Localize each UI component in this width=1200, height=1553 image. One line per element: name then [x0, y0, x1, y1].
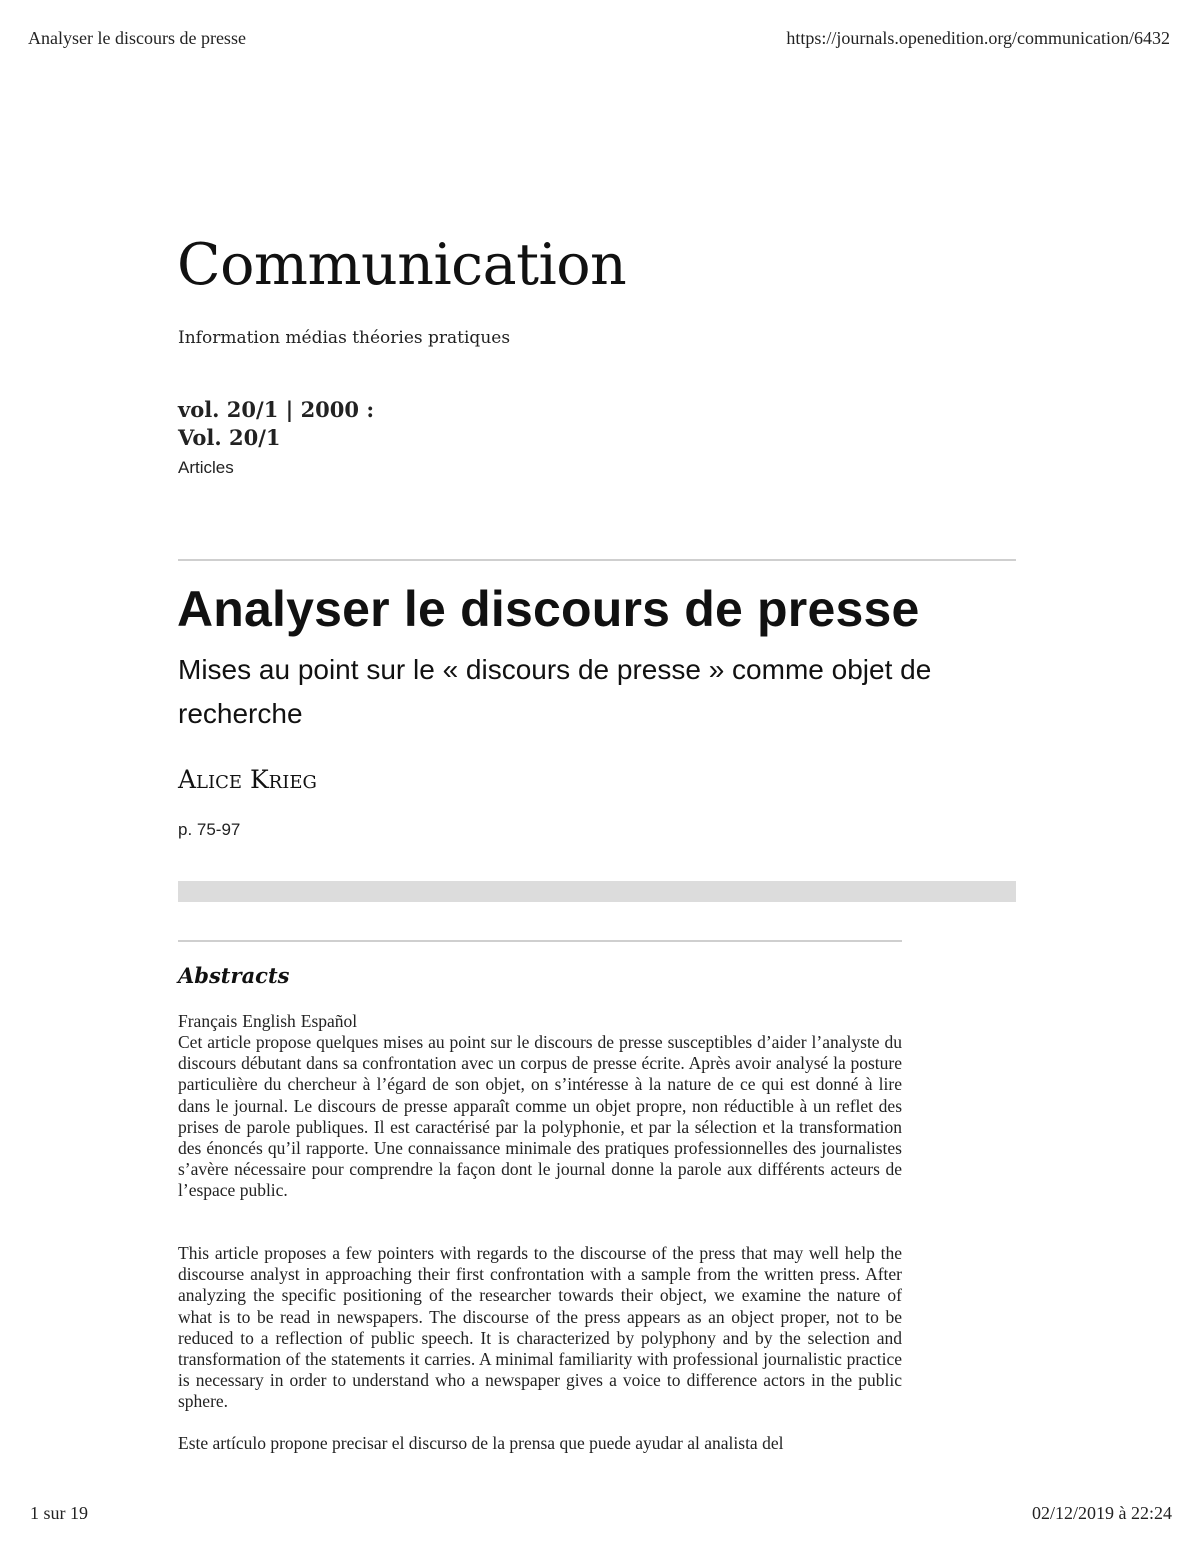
- author-name[interactable]: Alice Krieg: [178, 765, 317, 794]
- separator-bar: [178, 881, 1016, 902]
- volume-name[interactable]: Vol. 20/1: [178, 425, 281, 450]
- abstract-french: Cet article propose quelques mises au point sur le discours de presse susceptibles d’aider l’analyste du discours débutant dans sa confrontation avec un corpus de presse écrite. Après avoir analysé la posture particulière du chercheur à l’égard de son objet, on s’intéresse à la nature de ce qui est donné à lire dans le journal. Le discours de presse apparaît comme un objet propre, non réductible à un reflet des prises de parole publiques. Il est caractérisé par la polyphonie, et par la sélection et la transformation des énoncés qu’il rapporte. Une connaissance minimale des pratiques professionnelles des journalistes s’avère nécessaire pour comprendre la façon dont le journal donne la parole aux différents acteurs de l’espace public.: [178, 1032, 902, 1201]
- section-label: Articles: [178, 458, 234, 477]
- print-footer-timestamp: 02/12/2019 à 22:24: [1032, 1503, 1172, 1523]
- print-header-title: Analyser le discours de presse: [28, 28, 246, 48]
- divider: [178, 559, 1016, 561]
- divider: [178, 940, 902, 942]
- journal-subtitle: Information médias théories pratiques: [178, 328, 511, 348]
- lang-link-english[interactable]: English: [242, 1011, 296, 1031]
- print-header-url: https://journals.openedition.org/communication/6432: [786, 28, 1170, 48]
- volume-issue[interactable]: vol. 20/1 | 2000 :: [178, 397, 375, 422]
- abstract-spanish: Este artículo propone precisar el discurso de la prensa que puede ayudar al analista del: [178, 1433, 784, 1453]
- journal-title: Communication: [177, 232, 627, 298]
- language-switcher: [178, 1011, 362, 1032]
- abstract-english: This article proposes a few pointers with regards to the discourse of the press that may well help the discourse analyst in approaching their first confrontation with a sample from the written press. After analyzing the specific positioning of the researcher towards their object, we examine the nature of what is to be read in newspapers. The discourse of the press appears as an object proper, not to be reduced to a reflection of public speech. It is characterized by polyphony and by the selection and transformation of the statements it carries. A minimal familiarity with professional journalistic practice is necessary in order to understand who a newspaper gives a voice to difference actors in the public sphere.: [178, 1243, 902, 1412]
- article-title: Analyser le discours de presse: [177, 581, 920, 637]
- article-subtitle: Mises au point sur le « discours de presse » comme objet de recherche: [178, 654, 932, 729]
- page-range: p. 75-97: [178, 820, 241, 839]
- lang-link-francais[interactable]: Français: [178, 1011, 238, 1031]
- print-footer-page: 1 sur 19: [30, 1503, 88, 1523]
- abstracts-heading: Abstracts: [178, 963, 290, 988]
- lang-link-espanol[interactable]: Español: [300, 1011, 358, 1031]
